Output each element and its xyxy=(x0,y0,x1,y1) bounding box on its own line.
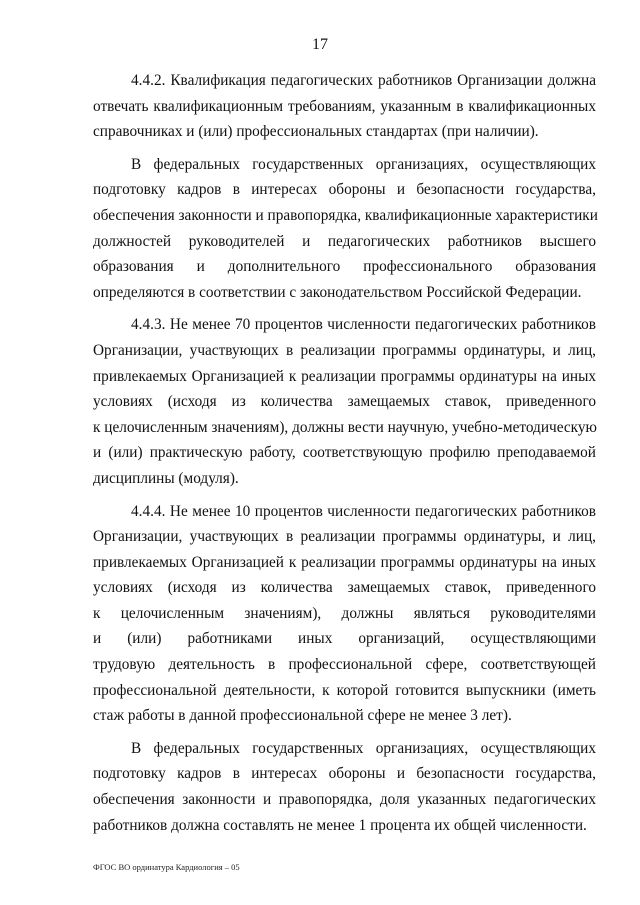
text-line: В федеральных государственных организациях, осуществляющих xyxy=(131,155,596,173)
text-line: к целочисленным значениям), должны вести научную, учебно-методическую xyxy=(93,418,597,436)
text-line: справочниках и (или) профессиональных стандартах (при наличии). xyxy=(93,123,539,141)
text-line: и (или) работниками иных организаций, осуществляющими xyxy=(93,630,596,648)
text-line: должностей руководителей и педагогических работников высшего xyxy=(93,232,596,250)
text-line: трудовую деятельность в профессиональной сфере, соответствующей xyxy=(93,656,596,674)
text-line: Организации, участвующих в реализации программы ординатуры, и лиц, xyxy=(93,528,596,546)
paragraph-4-4-2 xyxy=(93,68,596,145)
paragraph-federal-organizations-2 xyxy=(93,736,596,838)
paragraph-4-4-4 xyxy=(93,499,596,729)
text-line: обеспечения законности и правопорядка, доля указанных педагогических xyxy=(93,791,596,809)
text-line: подготовку кадров в интересах обороны и безопасности государства, xyxy=(93,181,596,199)
text-line: работников должна составлять не менее 1 процента их общей численности. xyxy=(93,816,587,834)
text-line: 4.4.2. Квалификация педагогических работников Организации должна xyxy=(131,72,596,89)
text-line: образования и дополнительного профессионального образования xyxy=(93,258,596,276)
paragraph-federal-organizations-1 xyxy=(93,152,596,306)
text-line: определяются в соответствии с законодательством Российской Федерации. xyxy=(93,283,582,301)
document-footer: ФГОС ВО ординатура Кардиология – 05 xyxy=(93,862,240,872)
text-line: обеспечения законности и правопорядка, квалификационные характеристики xyxy=(93,206,598,224)
text-line: 4.4.3. Не менее 70 процентов численности педагогических работников xyxy=(131,316,596,334)
text-line: условиях (исходя из количества замещаемых ставок, приведенного xyxy=(93,579,596,597)
text-line: к целочисленным значениям), должны являться руководителями xyxy=(93,604,596,622)
text-line: и (или) практическую работу, соответствующую профилю преподаваемой xyxy=(93,444,596,462)
text-line: Организации, участвующих в реализации программы ординатуры, и лиц, xyxy=(93,341,596,359)
document-body xyxy=(93,68,596,845)
text-line: В федеральных государственных организациях, осуществляющих xyxy=(131,739,596,757)
text-line: отвечать квалификационным требованиям, указанным в квалификационных xyxy=(93,97,596,115)
text-line: профессиональной деятельности, к которой готовится выпускники (иметь xyxy=(93,681,596,699)
text-line: 4.4.4. Не менее 10 процентов численности педагогических работников xyxy=(131,502,596,520)
text-line: подготовку кадров в интересах обороны и безопасности государства, xyxy=(93,765,596,783)
paragraph-4-4-3 xyxy=(93,312,596,491)
text-line: привлекаемых Организацией к реализации программы ординатуры на иных xyxy=(93,553,596,571)
text-line: условиях (исходя из количества замещаемых ставок, приведенного xyxy=(93,393,596,411)
page-number: 17 xyxy=(312,36,328,53)
text-line: дисциплины (модуля). xyxy=(93,469,239,487)
text-line: стаж работы в данной профессиональной сфере не менее 3 лет). xyxy=(93,707,512,725)
text-line: привлекаемых Организацией к реализации программы ординатуры на иных xyxy=(93,367,596,385)
